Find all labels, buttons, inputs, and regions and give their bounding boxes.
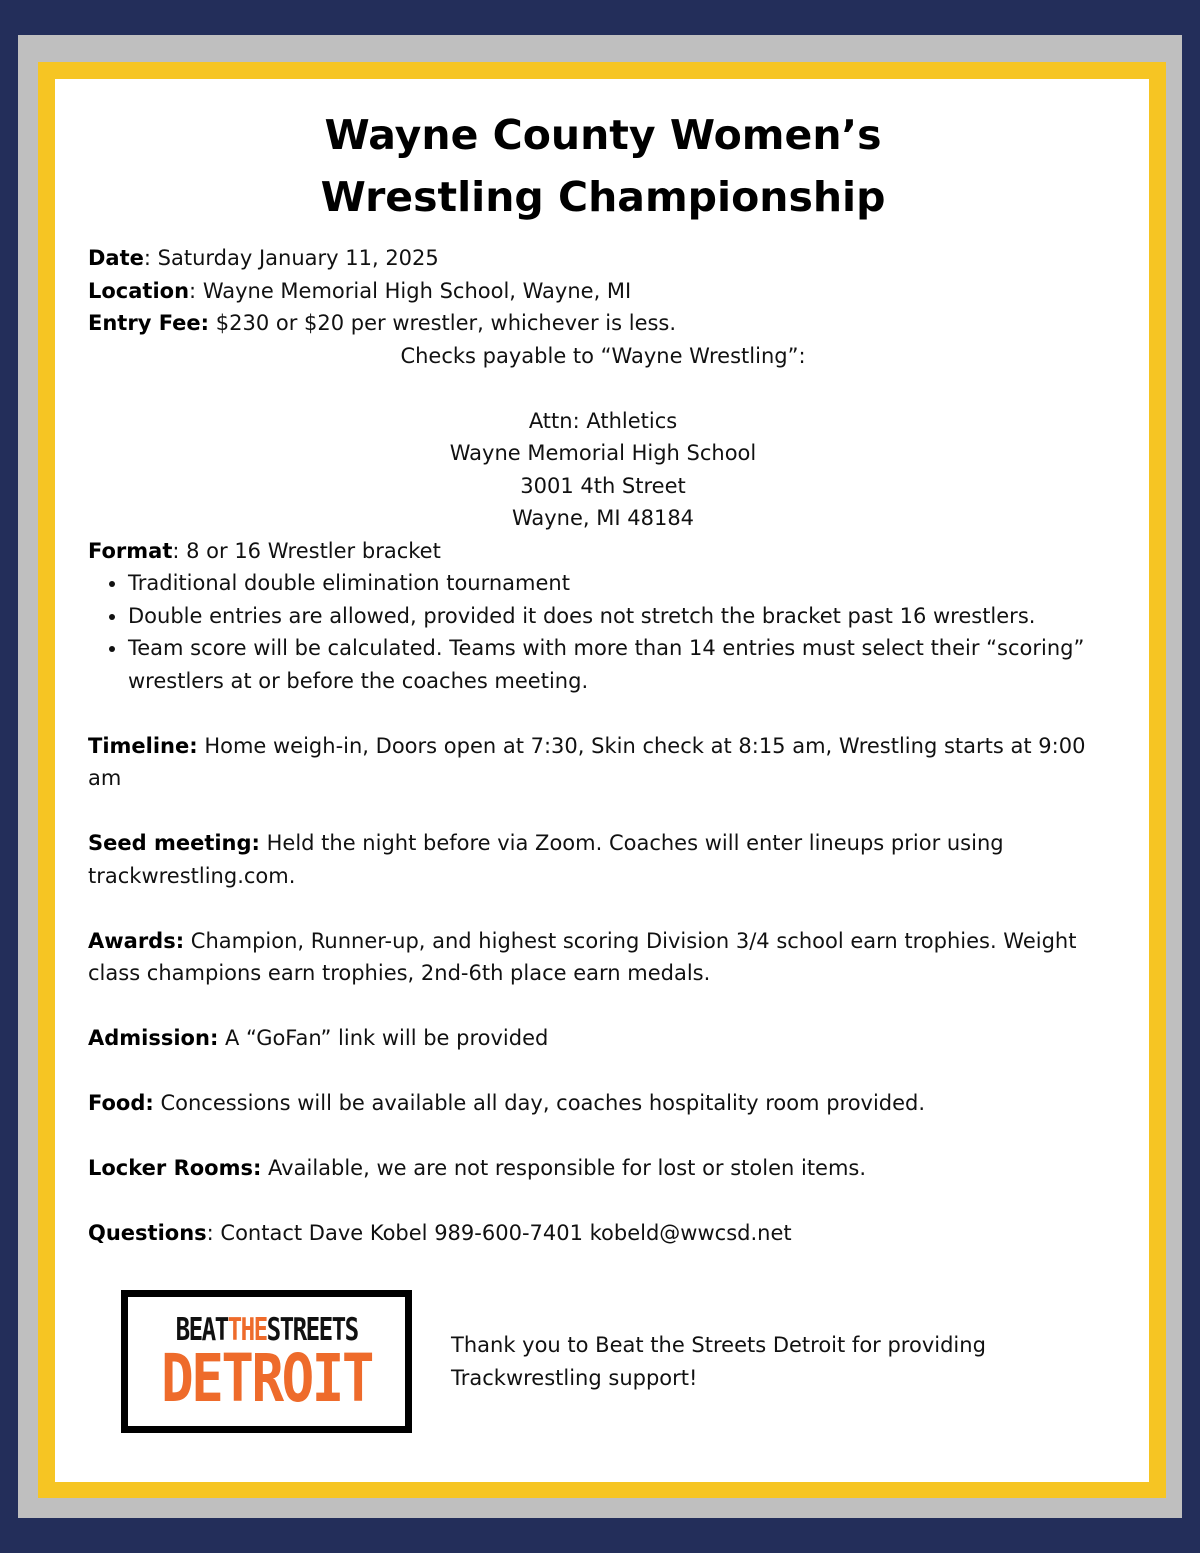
awards-line — [88, 925, 1118, 990]
seed-meeting-label: Seed meeting: — [88, 831, 260, 855]
format-bullet-3: • Team score will be calculated. Teams with more than 14 entries must select their “scoring” wrestlers at or before the coaches meeting. — [128, 632, 1118, 697]
awards-value: Champion, Runner-up, and highest scoring Division 3/4 school earn trophies. Weight class champions earn trophies, 2nd-6th place earn medals. — [88, 928, 1077, 985]
logo-word-beat: BEAT — [175, 1311, 228, 1348]
location-value: Wayne Memorial High School, Wayne, MI — [202, 278, 632, 303]
location-sep: : — [189, 278, 203, 303]
spacer — [88, 990, 1118, 1023]
date-value: Saturday January 11, 2025 — [157, 246, 439, 270]
location-line — [88, 275, 1118, 308]
questions-value: : Contact Dave Kobel 989-600-7401 kobeld@wwcsd.net — [206, 1221, 792, 1245]
date-label: Date — [88, 246, 144, 270]
entry-fee-value: $230 or $20 per wrestler, whichever is less. — [209, 311, 677, 335]
location-label: Location — [88, 278, 190, 303]
format-bullet-1: • Traditional double elimination tournament — [128, 567, 1118, 600]
date-sep: : — [143, 246, 158, 270]
locker-rooms-label: Locker Rooms: — [88, 1156, 262, 1180]
title-line-2: Wrestling Championship — [320, 173, 886, 221]
food-line — [88, 1087, 1118, 1120]
admission-label: Admission: — [88, 1026, 219, 1050]
questions-label: Questions — [88, 1221, 207, 1245]
awards-label: Awards: — [88, 928, 185, 953]
logo-word-detroit: DETROIT — [161, 1339, 372, 1417]
spacer — [88, 1055, 1118, 1088]
spacer — [88, 795, 1118, 828]
entry-fee-line — [88, 307, 1118, 340]
format-line — [88, 535, 1118, 568]
seed-meeting-line — [88, 827, 1118, 892]
spacer — [88, 892, 1118, 925]
admission-value: A “GoFan” link will be provided — [218, 1026, 549, 1050]
flyer-content — [88, 100, 1118, 1250]
format-bullet-list — [88, 567, 1118, 697]
spacer — [88, 1120, 1118, 1153]
format-value: : 8 or 16 Wrestler bracket — [172, 538, 441, 563]
address-line-2: Wayne Memorial High School — [449, 441, 757, 465]
format-bullet-2: • Double entries are allowed, provided it does not stretch the bracket past 16 wrestlers. — [128, 600, 1118, 633]
address-line-1: Attn: Athletics — [528, 408, 678, 433]
logo-word-streets: STREETS — [266, 1311, 358, 1348]
date-line — [88, 242, 1118, 275]
timeline-label: Timeline: — [88, 733, 198, 758]
questions-line — [88, 1217, 1118, 1250]
logo-inner — [128, 1297, 405, 1426]
food-label: Food: — [88, 1091, 154, 1115]
format-label: Format — [88, 538, 173, 563]
entry-fee-label: Entry Fee: — [88, 311, 210, 335]
spacer — [88, 1185, 1118, 1218]
food-value: Concessions will be available all day, coaches hospitality room provided. — [153, 1091, 926, 1115]
thank-you-note: Thank you to Beat the Streets Detroit for providing Trackwrestling support! — [451, 1333, 986, 1390]
spacer — [88, 372, 1118, 405]
beat-the-streets-detroit-logo — [121, 1290, 412, 1433]
checks-payable-line: Checks payable to “Wayne Wrestling”: — [400, 343, 806, 368]
title-line-1: Wayne County Women’s — [324, 111, 882, 159]
admission-line — [88, 1022, 1118, 1055]
spacer — [88, 697, 1118, 730]
locker-rooms-value: Available, we are not responsible for lost or stolen items. — [261, 1156, 867, 1180]
locker-rooms-line — [88, 1152, 1118, 1185]
address-line-3: 3001 4th Street — [520, 473, 686, 498]
timeline-value: Home weigh-in, Doors open at 7:30, Skin check at 8:15 am, Wrestling starts at 9:00 am — [88, 733, 1086, 790]
address-line-4: Wayne, MI 48184 — [511, 506, 695, 530]
logo-word-the: THE — [227, 1311, 267, 1348]
timeline-line — [88, 730, 1118, 795]
seed-meeting-value: Held the night before via Zoom. Coaches will enter lineups prior using trackwrestling.com. — [88, 831, 1004, 888]
flyer-title — [88, 104, 1118, 228]
